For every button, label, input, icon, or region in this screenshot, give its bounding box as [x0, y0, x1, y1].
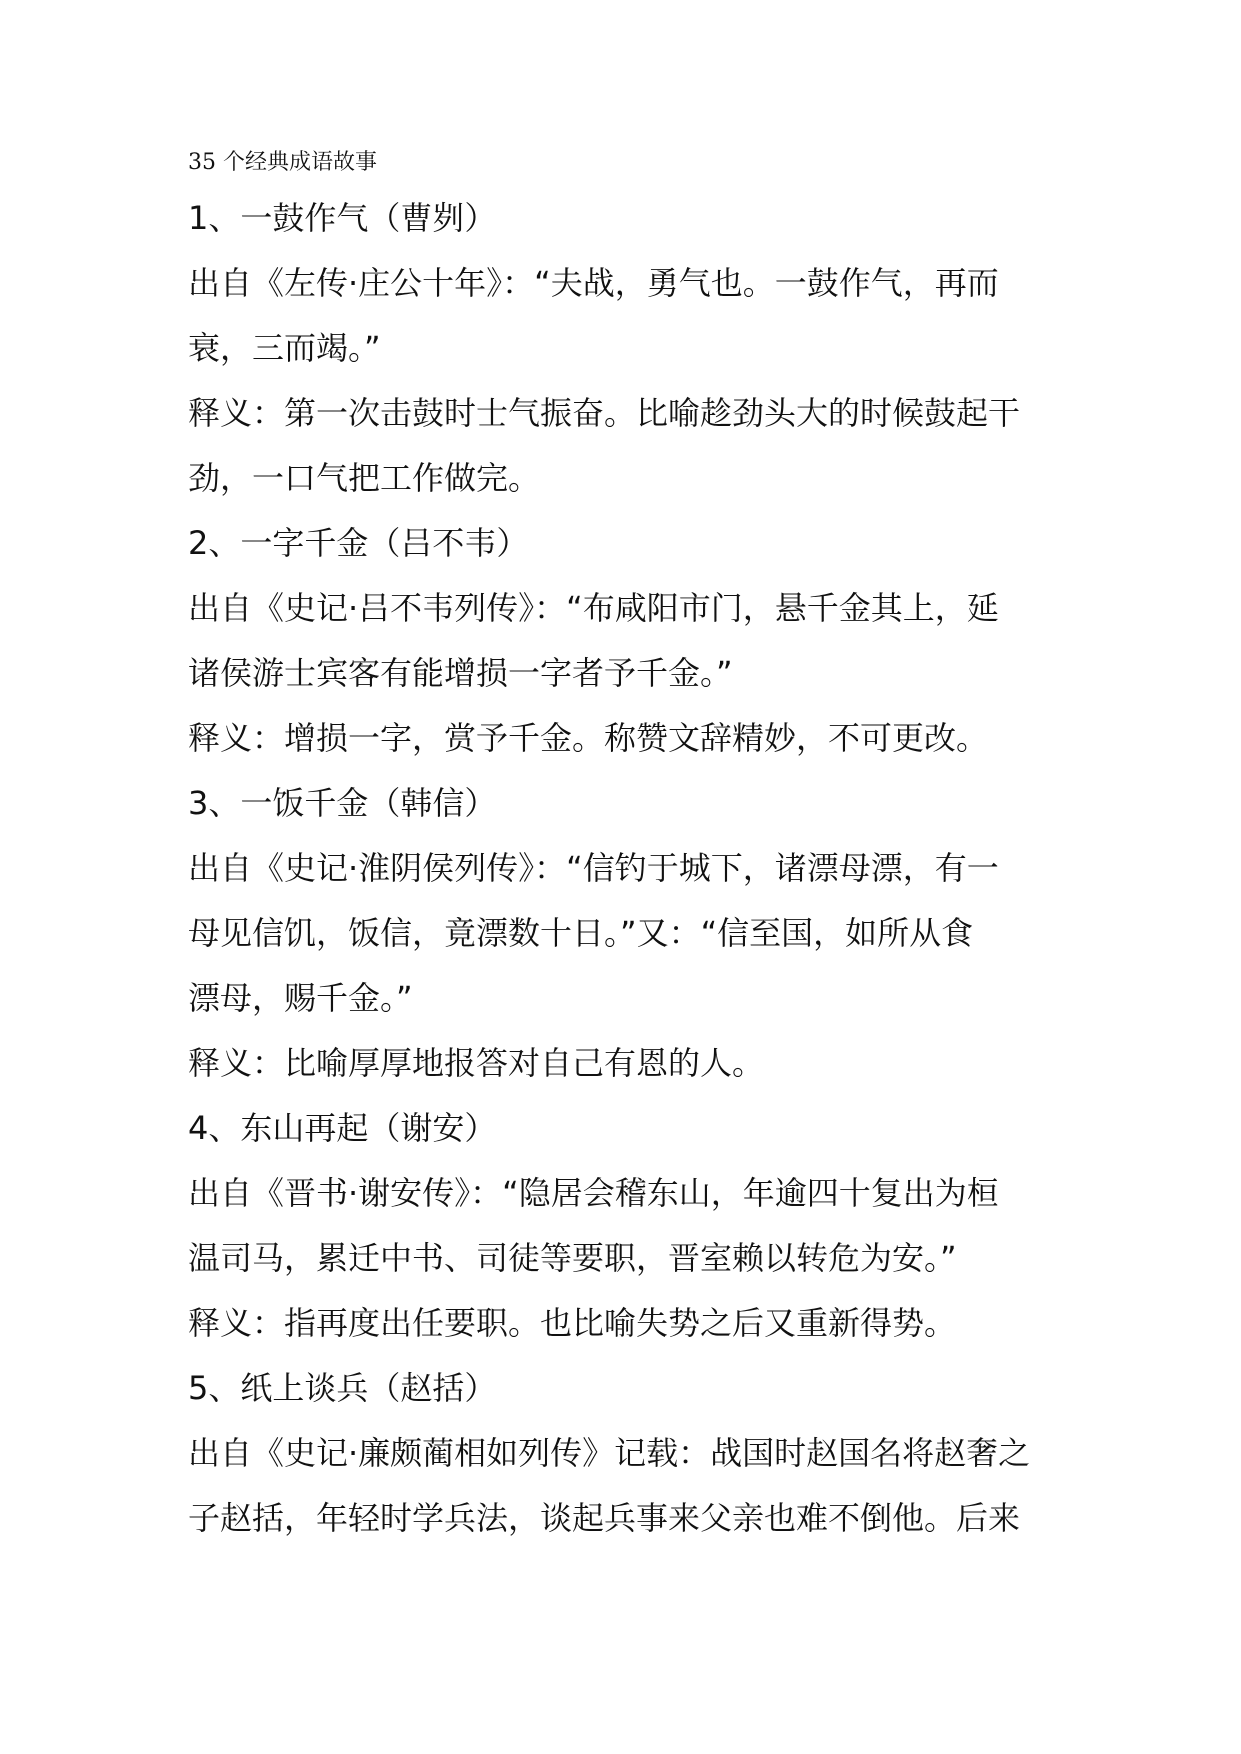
- document-title: 35 个经典成语故事: [188, 150, 377, 175]
- meaning-text: 释义：增损一字，赏予千金。称赞文辞精妙，不可更改。: [188, 719, 989, 757]
- source-text: 出自《史记·吕不韦列传》：“布咸阳市门，悬千金其上，延: [188, 589, 999, 627]
- source-text: 出自《史记·廉颇蔺相如列传》记载：战国时赵国名将赵奢之: [188, 1434, 1031, 1472]
- source-text: 衰，三而竭。”: [188, 329, 381, 367]
- source-text: 出自《史记·淮阴侯列传》：“信钓于城下，诸漂母漂，有一: [188, 849, 999, 887]
- source-text: 温司马，累迁中书、司徒等要职，晋室赖以转危为安。”: [188, 1239, 957, 1277]
- source-text: 子赵括，年轻时学兵法，谈起兵事来父亲也难不倒他。后来: [188, 1499, 1021, 1537]
- idiom-heading: 5、纸上谈兵（赵括）: [188, 1369, 497, 1407]
- meaning-text: 释义：比喻厚厚地报答对自己有恩的人。: [188, 1044, 765, 1082]
- idiom-heading: 1、一鼓作气（曹刿）: [188, 199, 497, 237]
- document-body: [188, 146, 1068, 1551]
- idiom-heading: 4、东山再起（谢安）: [188, 1109, 497, 1147]
- meaning-text: 释义：第一次击鼓时士气振奋。比喻趁劲头大的时候鼓起干: [188, 394, 1021, 432]
- source-text: 诸侯游士宾客有能增损一字者予千金。”: [188, 654, 733, 692]
- source-text: 母见信饥，饭信，竟漂数十日。”又：“信至国，如所从食: [188, 914, 974, 952]
- idiom-heading: 3、一饭千金（韩信）: [188, 784, 497, 822]
- source-text: 出自《左传·庄公十年》：“夫战，勇气也。一鼓作气，再而: [188, 264, 999, 302]
- meaning-text: 释义：指再度出任要职。也比喻失势之后又重新得势。: [188, 1304, 957, 1342]
- meaning-text: 劲，一口气把工作做完。: [188, 459, 541, 497]
- idiom-heading: 2、一字千金（吕不韦）: [188, 524, 529, 562]
- source-text: 出自《晋书·谢安传》：“隐居会稽东山，年逾四十复出为桓: [188, 1174, 999, 1212]
- source-text: 漂母，赐千金。”: [188, 979, 413, 1017]
